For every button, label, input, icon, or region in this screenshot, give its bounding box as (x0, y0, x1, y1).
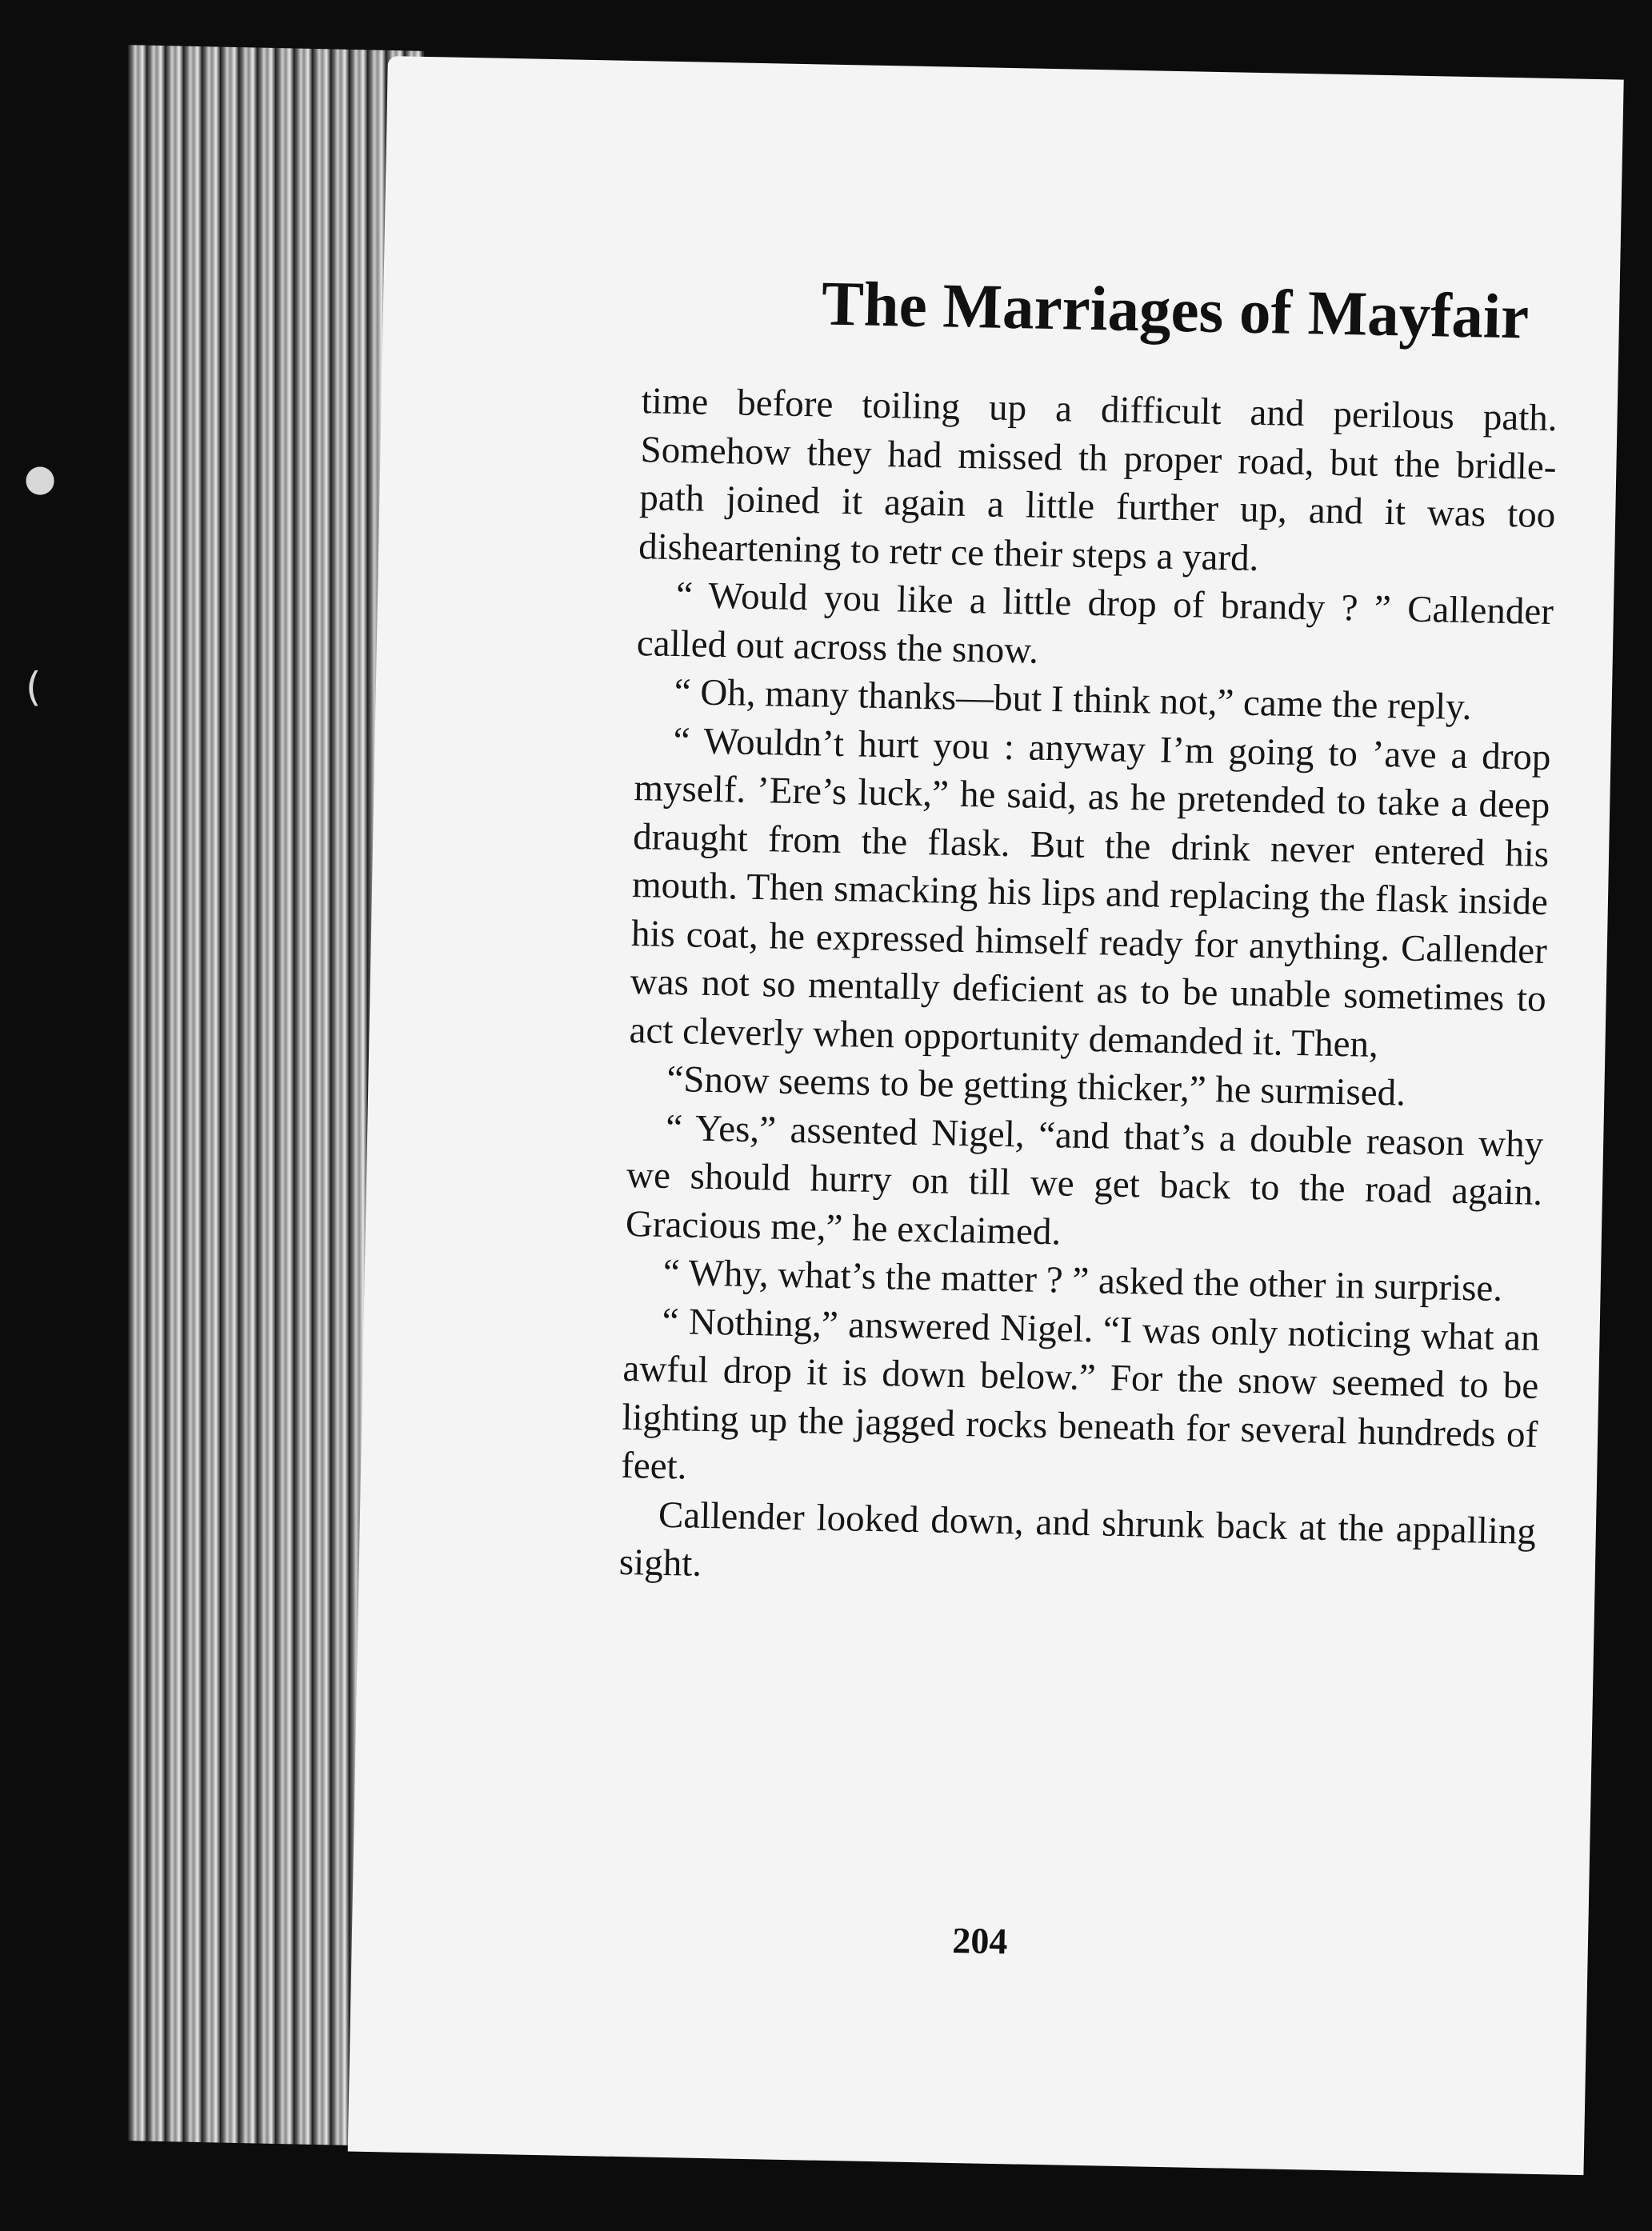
paragraph: “Snow seems to be getting thicker,” he surmised. (666, 1058, 1406, 1114)
book-page (348, 56, 1624, 2175)
paragraph: “ Yes,” assented Nigel, “and that’s a double reason why we should hurry on till we get back to the road again. Gracious me,” he exclaimed. (625, 1106, 1544, 1253)
paragraph: “ Would you like a little drop of brandy ? ” Callender called out across the snow. (636, 574, 1554, 672)
paragraph: “ Nothing,” answered Nigel. “I was only noticing what an awful drop it is down below.” For the snow seemed to be lighting up the jagged rocks beneath for several hundreds of feet. (620, 1300, 1541, 1488)
paragraph: “ Oh, many thanks—but I think not,” came the reply. (674, 671, 1472, 729)
running-head: The Marriages of Mayfair (821, 269, 1530, 353)
page-number: 204 (951, 1919, 1008, 1962)
margin-mark: ● (24, 456, 57, 499)
margin-mark: ( (26, 664, 42, 710)
paragraph: “ Wouldn’t hurt you : anyway I’m going to ’ave a drop myself. ’Ere’s luck,” he said, as he pretended to take a deep draught from the flask. But the drink never entered his mouth. Then smacking his lips and replacing the flask inside his coat, he expressed himself ready for anything. Callender was not so mentally deficient as to be unable sometimes to act cleverly when opportunity demanded it. Then, (629, 719, 1551, 1066)
paragraph: Callender looked down, and shrunk back at the appalling sight. (618, 1493, 1537, 1585)
paragraph: time before toiling up a difficult and perilous path. Somehow they had missed th proper road, but the bridle-path joined it again a little further up, and it was too disheartening to retr ce their steps a yard. (638, 380, 1558, 579)
page-body (618, 377, 1558, 1604)
paragraph: “ Why, what’s the matter ? ” asked the other in surprise. (662, 1251, 1503, 1310)
